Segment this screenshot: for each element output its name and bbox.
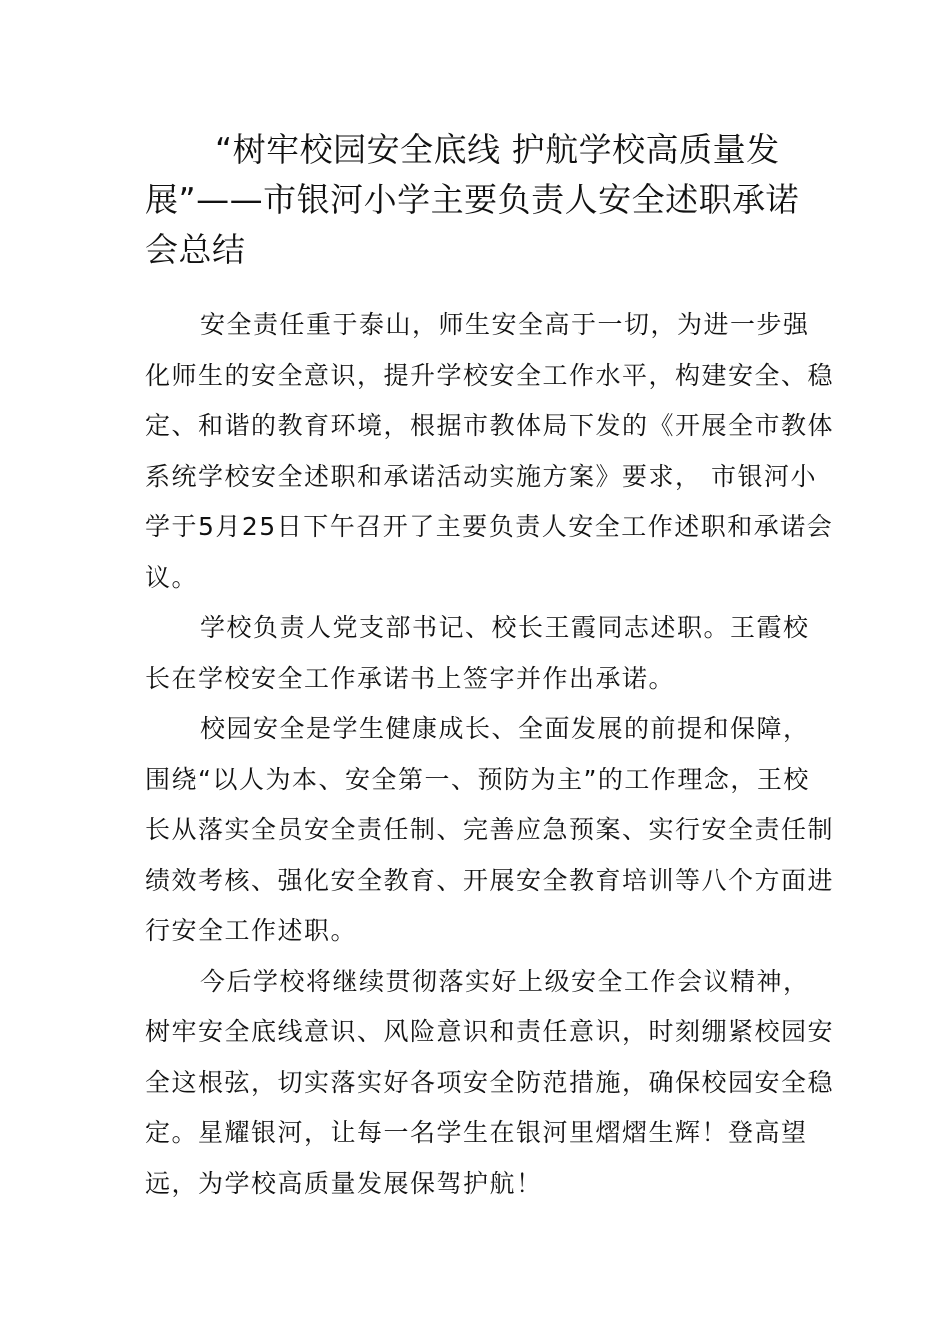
paragraph-3: 校园安全是学生健康成长、全面发展的前提和保障，围绕“以人为本、安全第一、预防为主”的工作理念，王校长从落实全员安全责任制、完善应急预案、实行安全责任制绩效考核、强化安全教育、开展安全教育培训等八个方面进行安全工作述职。 [145, 714, 835, 945]
paragraph-4: 今后学校将继续贯彻落实好上级安全工作会议精神，树牢安全底线意识、风险意识和责任意识，时刻绷紧校园安全这根弦，切实落实好各项安全防范措施，确保校园安全稳定。星耀银河，让每一名学生在银河里熠熠生辉！登高望远，为学校高质量发展保驾护航！ [145, 966, 835, 1198]
document-body [145, 300, 835, 1209]
paragraph-1: 安全责任重于泰山，师生安全高于一切，为进一步强化师生的安全意识，提升学校安全工作水平，构建安全、稳定、和谐的教育环境，根据市教体局下发的《开展全市教体系统学校安全述职和承诺活动实施方案》要求， 市银河小学于5月25日下午召开了主要负责人安全工作述职和承诺会议。 [145, 310, 835, 592]
document-title: “树牢校园安全底线 护航学校高质量发展”——市银河小学主要负责人安全述职承诺会总结 [145, 130, 800, 269]
paragraph-2: 学校负责人党支部书记、校长王霞同志述职。王霞校长在学校安全工作承诺书上签字并作出承诺。 [145, 613, 810, 693]
